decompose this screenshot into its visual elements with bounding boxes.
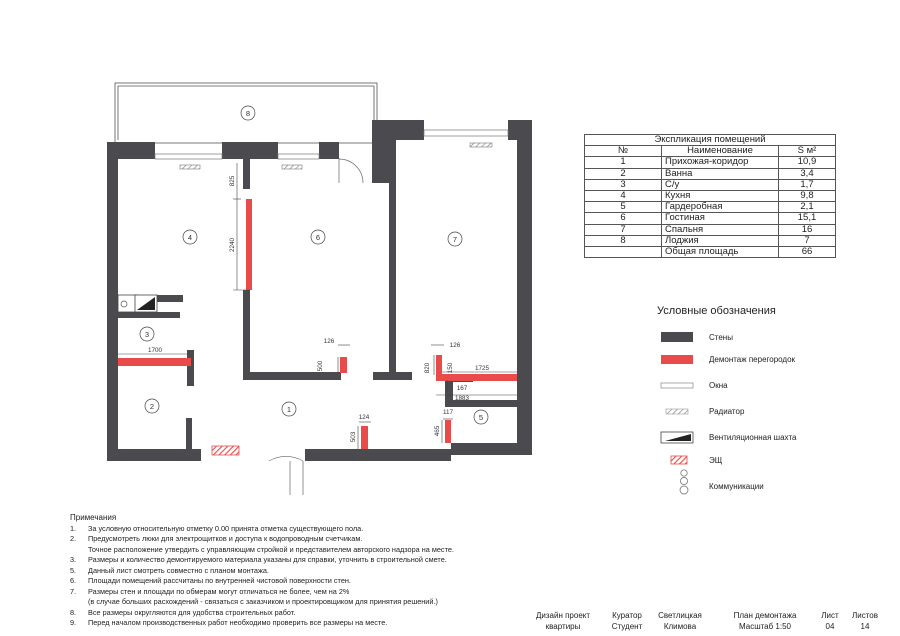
dim-117: 117 bbox=[442, 409, 454, 416]
legend-radiator-label: Радиатор bbox=[709, 407, 745, 416]
room-8-label: 8 bbox=[245, 109, 251, 118]
dim-500: 500 bbox=[317, 360, 324, 372]
legend-comms-swatch bbox=[680, 470, 688, 494]
note-text: За условную относительную отметку 0.00 принята отметка существующего пола. bbox=[88, 523, 364, 533]
stamp-lists-line1: Листов bbox=[852, 611, 878, 620]
table-row bbox=[585, 224, 836, 235]
total-label: Общая площадь bbox=[662, 246, 779, 257]
legend-symbols bbox=[661, 332, 693, 494]
note-item bbox=[70, 597, 454, 608]
table-row bbox=[585, 190, 836, 201]
col-number: № bbox=[585, 146, 662, 157]
note-num: 2. bbox=[70, 534, 77, 543]
legend-comms-label: Коммуникации bbox=[709, 482, 764, 491]
stamp-project bbox=[531, 610, 595, 632]
dim-1700: 1700 bbox=[147, 347, 163, 354]
row-num: 1 bbox=[585, 157, 662, 168]
dim-1883: 1883 bbox=[454, 395, 470, 402]
room-3-label: 3 bbox=[144, 330, 150, 339]
stamp-lists bbox=[847, 610, 883, 632]
legend-demolition-label: Демонтаж перегородок bbox=[709, 355, 796, 364]
legend-radiator-swatch bbox=[666, 409, 688, 414]
note-num: 1. bbox=[70, 523, 77, 533]
stamp-person bbox=[654, 610, 706, 632]
note-item bbox=[70, 545, 454, 556]
table-row bbox=[585, 168, 836, 179]
row-num: 8 bbox=[585, 235, 662, 246]
dim-503: 503 bbox=[350, 431, 357, 443]
row-name: С/у bbox=[662, 179, 779, 190]
table-row bbox=[585, 202, 836, 213]
room-7-label: 7 bbox=[452, 235, 458, 244]
note-num: 5. bbox=[70, 565, 77, 575]
doors bbox=[269, 159, 363, 495]
note-num: 8. bbox=[70, 607, 77, 617]
row-num: 6 bbox=[585, 213, 662, 224]
stamp-list bbox=[815, 610, 845, 632]
legend-walls-swatch bbox=[661, 332, 693, 342]
dimension-labels bbox=[148, 175, 490, 442]
walls bbox=[107, 120, 532, 461]
legend-vent-swatch bbox=[661, 432, 693, 443]
row-name: Гостиная bbox=[662, 213, 779, 224]
stamp-role-line2: Студент bbox=[611, 622, 643, 631]
note-item bbox=[70, 576, 454, 587]
electric-panel bbox=[212, 446, 239, 455]
stamp-list-line2: 04 bbox=[825, 622, 835, 631]
dim-1725: 1725 bbox=[474, 365, 490, 372]
legend-demolition-swatch bbox=[661, 355, 693, 364]
dim-124: 124 bbox=[358, 414, 370, 421]
row-area: 2,1 bbox=[779, 202, 836, 213]
room-5-label: 5 bbox=[478, 413, 484, 422]
row-area: 7 bbox=[779, 235, 836, 246]
row-num: 7 bbox=[585, 224, 662, 235]
stamp-sheet bbox=[730, 610, 800, 632]
note-text: Предусмотреть люки для электрощитков и доступа к водопроводным счетчикам. bbox=[88, 534, 363, 543]
total-value: 66 bbox=[779, 246, 836, 257]
notes bbox=[70, 513, 454, 629]
table-row bbox=[585, 157, 836, 168]
note-num: 7. bbox=[70, 586, 77, 596]
row-area: 3,4 bbox=[779, 168, 836, 179]
room-4-label: 4 bbox=[187, 233, 193, 242]
stamp-role-line1: Куратор bbox=[612, 611, 642, 620]
row-area: 1,7 bbox=[779, 179, 836, 190]
dim-465: 465 bbox=[434, 425, 441, 437]
stamp-lists-line2: 14 bbox=[860, 622, 870, 631]
row-num: 2 bbox=[585, 168, 662, 179]
dim-2240: 2240 bbox=[229, 237, 236, 253]
stamp-role bbox=[605, 610, 649, 632]
note-text: Размеры стен и площади по обмерам могут отличаться не более, чем на 2% bbox=[88, 586, 350, 596]
row-name: Спальня bbox=[662, 224, 779, 235]
note-item bbox=[70, 524, 454, 535]
row-num: 5 bbox=[585, 202, 662, 213]
stamp-person-line2: Климова bbox=[663, 622, 697, 631]
explication-table bbox=[584, 134, 836, 258]
room-6-label: 6 bbox=[315, 233, 321, 242]
table-row bbox=[585, 179, 836, 190]
note-item bbox=[70, 608, 454, 619]
note-text: Точное расположение утвердить с управляющим стройкой и представителем авторского надзора на месте. bbox=[88, 544, 454, 554]
note-num: 3. bbox=[70, 555, 77, 564]
note-text: Данный лист смотреть совместно с планом монтажа. bbox=[88, 565, 269, 575]
note-item bbox=[70, 534, 454, 545]
dim-167: 167 bbox=[456, 385, 468, 392]
room-2-label: 2 bbox=[149, 402, 155, 411]
note-item bbox=[70, 618, 454, 629]
note-num: 9. bbox=[70, 618, 77, 627]
dim-126a: 126 bbox=[323, 338, 335, 345]
row-area: 10,9 bbox=[779, 157, 836, 168]
stamp-sheet-line2: Масштаб 1:50 bbox=[738, 622, 792, 631]
vent-shaft bbox=[118, 295, 157, 312]
row-area: 16 bbox=[779, 224, 836, 235]
stamp-list-line1: Лист bbox=[821, 611, 839, 620]
row-name: Гардеробная bbox=[662, 202, 779, 213]
table-row bbox=[585, 213, 836, 224]
stamp-sheet-line1: План демонтажа bbox=[733, 611, 797, 620]
row-area: 15,1 bbox=[779, 213, 836, 224]
legend-window-swatch bbox=[661, 383, 693, 388]
note-text: Перед началом производственных работ необходимо проверить все размеры на месте. bbox=[88, 618, 388, 627]
note-text: Размеры и количество демонтируемого материала указаны для справки, уточнить в строительной смете. bbox=[88, 555, 447, 564]
legend-vent-label: Вентиляционная шахта bbox=[709, 433, 797, 442]
table-total-row bbox=[585, 246, 836, 257]
col-name: Наименование bbox=[662, 146, 779, 157]
stamp-project-line2: квартиры bbox=[545, 622, 581, 631]
legend-walls-label: Стены bbox=[709, 333, 733, 342]
row-name: Ванна bbox=[662, 168, 779, 179]
dim-825: 825 bbox=[229, 175, 236, 187]
row-num: 3 bbox=[585, 179, 662, 190]
explication-title: Экспликация помещений bbox=[585, 135, 836, 146]
dim-820: 820 bbox=[424, 362, 431, 374]
room-1-label: 1 bbox=[286, 405, 292, 414]
note-text: Площади помещений рассчитаны по внутренней чистовой поверхности стен. bbox=[88, 576, 351, 585]
row-name: Прихожая-коридор bbox=[662, 157, 779, 168]
stamp-project-line1: Дизайн проект bbox=[535, 611, 591, 620]
note-text: Все размеры округляются для удобства строительных работ. bbox=[88, 607, 296, 617]
dim-150: 150 bbox=[447, 362, 454, 374]
legend-panel-label: ЭЩ bbox=[709, 456, 723, 465]
legend-title: Условные обозначения bbox=[657, 305, 776, 317]
stamp-person-line1: Светлицкая bbox=[658, 611, 702, 620]
legend-windows-label: Окна bbox=[709, 381, 728, 390]
note-num: 6. bbox=[70, 576, 77, 585]
row-num: 4 bbox=[585, 190, 662, 201]
note-item bbox=[70, 566, 454, 577]
notes-title: Примечания bbox=[70, 513, 117, 522]
note-item bbox=[70, 555, 454, 566]
row-name: Лоджия bbox=[662, 235, 779, 246]
row-area: 9,8 bbox=[779, 190, 836, 201]
table-row bbox=[585, 235, 836, 246]
col-area: S м² bbox=[779, 146, 836, 157]
note-text: (в случае больших расхождений - связаться с заказчиком и проектировщиком для принятия решений.) bbox=[88, 597, 438, 606]
note-item bbox=[70, 587, 454, 598]
legend-panel-swatch bbox=[671, 456, 687, 464]
dim-126b: 126 bbox=[449, 342, 461, 349]
row-name: Кухня bbox=[662, 190, 779, 201]
